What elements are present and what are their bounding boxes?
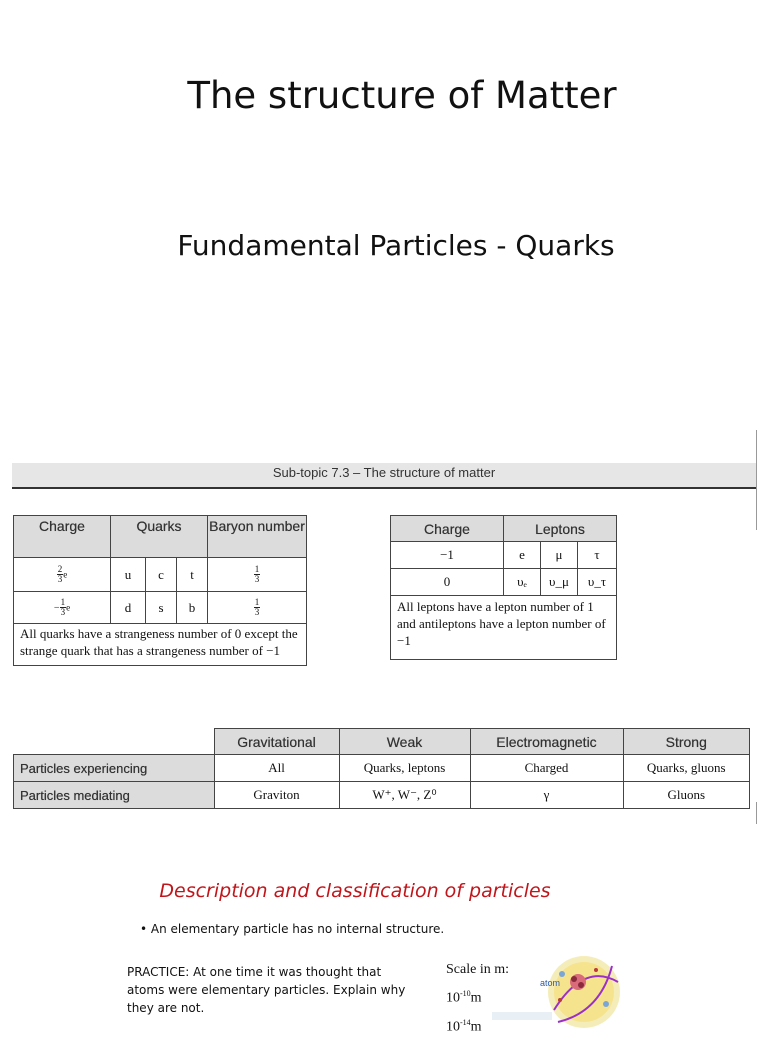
quarks-header-quarks: Quarks: [111, 516, 208, 558]
quark-baryon-2: $\frac{1}{3}$: [208, 592, 307, 624]
lepton-nu-tau: υ_τ: [578, 569, 617, 596]
lepton-nu-e: υₑ: [504, 569, 541, 596]
experiencing-electromagnetic: Charged: [470, 755, 623, 782]
mediating-gravitational: Graviton: [214, 782, 339, 809]
elementary-bullet: • An elementary particle has no internal structure.: [140, 922, 445, 936]
quark-u: u: [111, 558, 146, 592]
leptons-header-charge: Charge: [391, 516, 504, 542]
right-divider-lower: [756, 802, 757, 824]
scale-nucleus: $10^{-14}m$: [446, 1017, 482, 1035]
quark-charge-positive: $\frac{2}{3}$ e: [14, 558, 111, 592]
row-particles-mediating: Particles mediating: [14, 782, 215, 809]
leptons-note: All leptons have a lepton number of 1 and antileptons have a lepton number of −1: [391, 596, 617, 660]
quark-t: t: [177, 558, 208, 592]
quark-s: s: [146, 592, 177, 624]
practice-question: PRACTICE: At one time it was thought that atoms were elementary particles. Explain why they are not.: [127, 965, 406, 1015]
forces-table: [13, 728, 750, 809]
slide-subtitle: Fundamental Particles - Quarks: [177, 229, 615, 262]
scale-list: [446, 958, 509, 1039]
scale-label: Scale in m:: [446, 962, 509, 977]
quarks-table: [13, 515, 307, 666]
row-particles-experiencing: Particles experiencing: [14, 755, 215, 782]
lepton-tau: τ: [578, 542, 617, 569]
force-header-strong: Strong: [623, 729, 750, 755]
atom-diagram-icon: [540, 952, 630, 1032]
mediating-strong: Gluons: [623, 782, 750, 809]
leptons-header-leptons: Leptons: [504, 516, 617, 542]
experiencing-weak: Quarks, leptons: [339, 755, 470, 782]
quark-charge-negative: − $\frac{1}{3}$ e: [14, 592, 111, 624]
forces-corner: [14, 729, 215, 755]
right-divider: [756, 430, 757, 530]
quarks-header-baryon: Baryon number: [208, 516, 307, 558]
mediating-electromagnetic: γ: [470, 782, 623, 809]
lepton-mu: μ: [541, 542, 578, 569]
quark-b: b: [177, 592, 208, 624]
quark-d: d: [111, 592, 146, 624]
experiencing-strong: Quarks, gluons: [623, 755, 750, 782]
experiencing-gravitational: All: [214, 755, 339, 782]
quark-baryon-1: $\frac{1}{3}$: [208, 558, 307, 592]
lepton-e: e: [504, 542, 541, 569]
subtopic-banner: Sub-topic 7.3 – The structure of matter: [12, 463, 756, 489]
scale-atom: $10^{-10}m$: [446, 989, 482, 1006]
quarks-header-charge: Charge: [14, 516, 111, 558]
lepton-nu-mu: υ_μ: [541, 569, 578, 596]
quarks-note: All quarks have a strangeness number of 0 except the strange quark that has a strangeness number of −1: [14, 624, 307, 666]
leptons-table: [390, 515, 617, 660]
force-header-weak: Weak: [339, 729, 470, 755]
force-header-gravitational: Gravitational: [214, 729, 339, 755]
atom-label: atom: [540, 978, 561, 988]
slide-title: The structure of Matter: [187, 74, 617, 117]
mediating-weak: W⁺, W⁻, Z⁰: [339, 782, 470, 809]
quark-c: c: [146, 558, 177, 592]
lepton-charge-neg1: −1: [391, 542, 504, 569]
lepton-charge-zero: 0: [391, 569, 504, 596]
description-heading: Description and classification of particles: [159, 880, 551, 902]
force-header-electromagnetic: Electromagnetic: [470, 729, 623, 755]
